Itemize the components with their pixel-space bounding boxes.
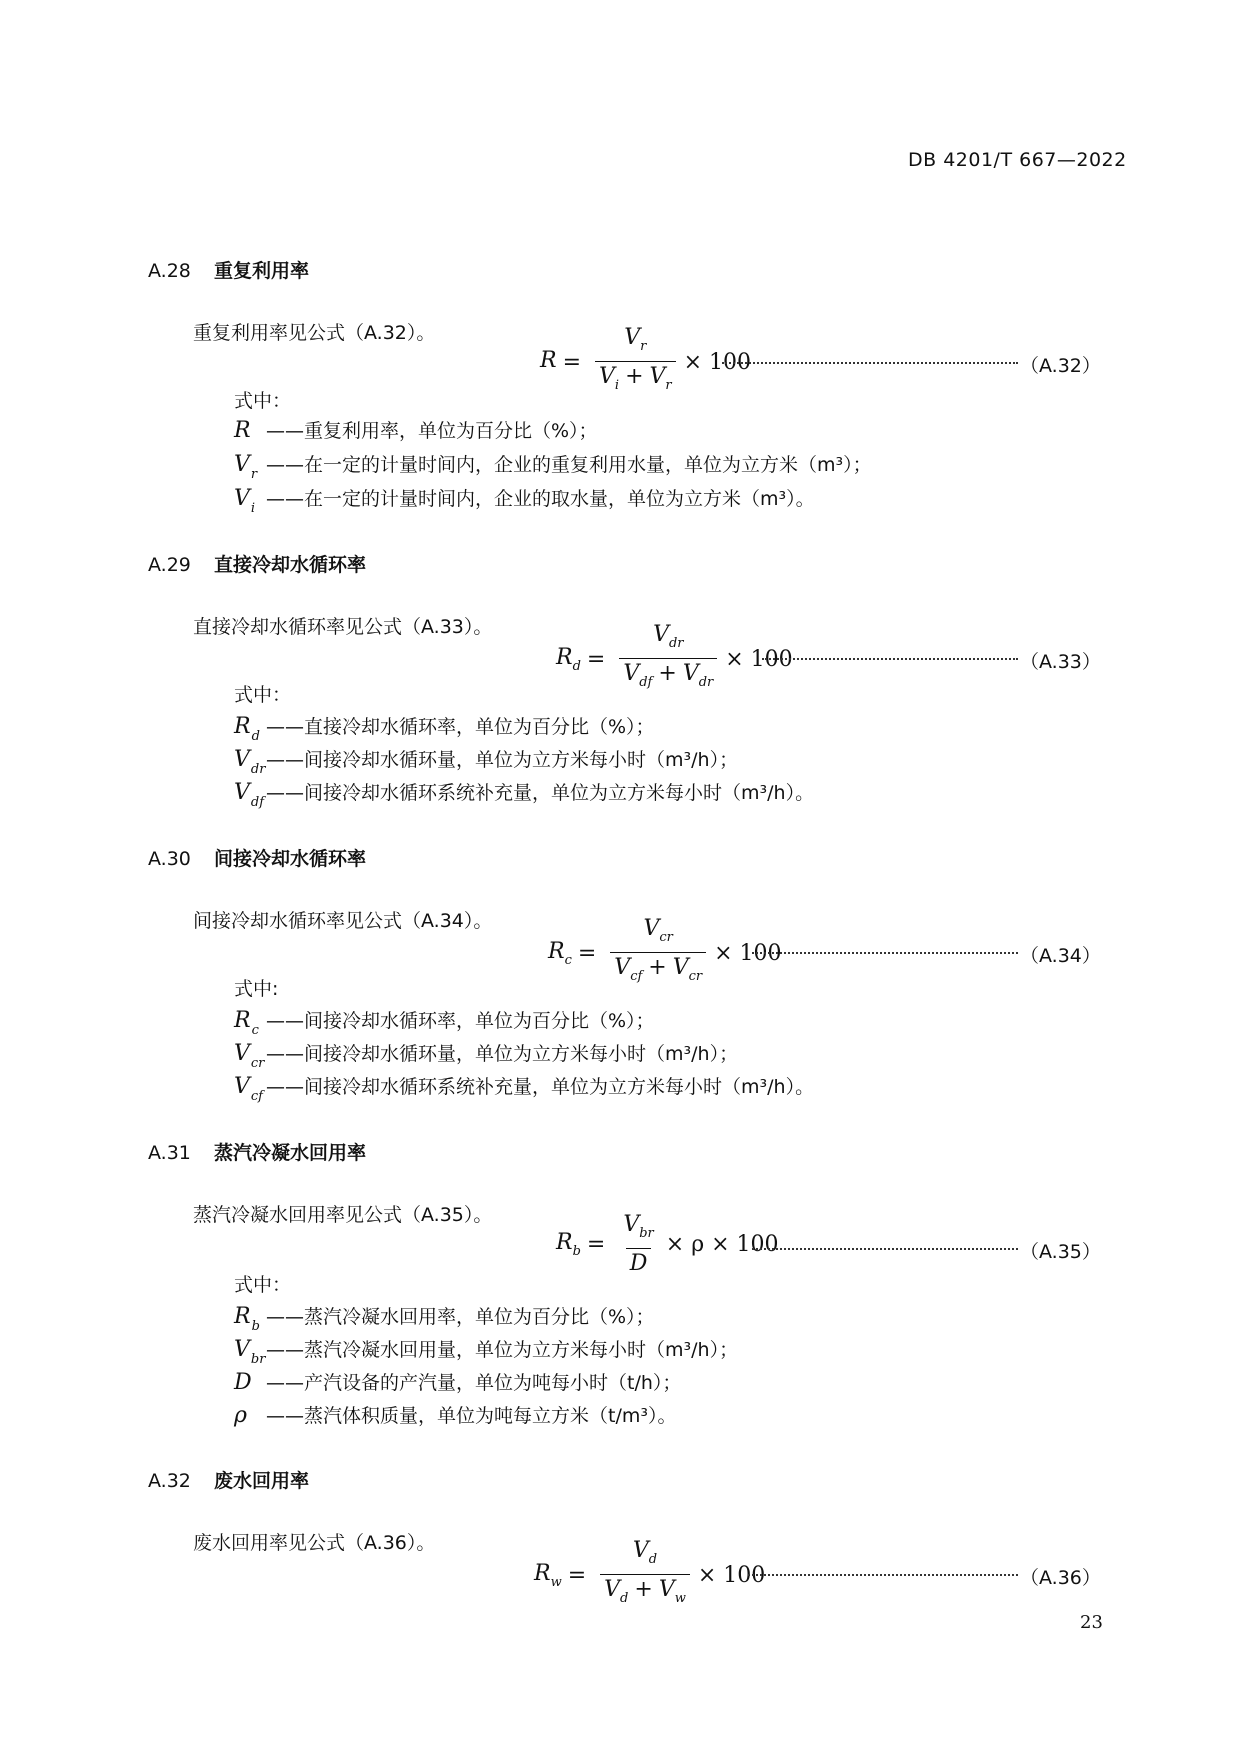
formula-fraction: $\frac{V_r}{V_i + V_r}$ <box>595 325 676 399</box>
formula-lhs: $R_b$ <box>556 1230 581 1259</box>
section-a29-heading <box>148 550 366 577</box>
formula-lhs: $R_d$ <box>556 644 581 674</box>
definition-line: $V_{br}——$蒸汽冷凝水回用量，单位为立方米每小时（m³/h）； <box>234 1337 739 1367</box>
formula-fraction: $\frac{V_{dr}}{V_{df} + V_{dr}}$ <box>619 622 717 696</box>
equation-number: （A.35） <box>1020 1241 1101 1263</box>
where-label: 式中: <box>234 978 279 1000</box>
section-title: 蒸汽冷凝水回用率 <box>214 1142 367 1164</box>
formula-intro: 废水回用率见公式（A.36）。 <box>193 1532 436 1554</box>
section-title: 间接冷却水循环率 <box>214 848 367 870</box>
equation-number: （A.32） <box>1020 355 1101 377</box>
where-label: 式中： <box>234 1274 292 1296</box>
leader-dots <box>752 1248 1018 1250</box>
section-number: A.31 <box>148 1142 191 1164</box>
formula-intro: 重复利用率见公式（A.32）。 <box>193 322 436 344</box>
formula-tail: × 100 <box>714 940 782 966</box>
definition-line: $V_r$ ——在一定的计量时间内，企业的重复利用水量，单位为立方米（m³）； <box>234 452 872 482</box>
definition-line: $V_i$ ——在一定的计量时间内，企业的取水量，单位为立方米（m³）。 <box>234 486 815 516</box>
definition-line: $V_{df}$ ——间接冷却水循环系统补充量，单位为立方米每小时（m³/h）。 <box>234 780 815 810</box>
formula-a34: $R_c$ = $\frac{V_{cr}}{V_{cf} + V_{cr}}$ × 100 <box>548 916 782 990</box>
page-number: 23 <box>1080 1612 1103 1633</box>
section-number: A.28 <box>148 260 191 282</box>
equation-number: （A.36） <box>1020 1567 1101 1589</box>
leader-dots <box>752 952 1018 954</box>
section-a30-heading <box>148 844 366 871</box>
formula-a36: $R_w$ = $\frac{V_d}{V_d + V_w}$ × 100 <box>534 1538 765 1612</box>
section-title: 废水回用率 <box>214 1470 310 1492</box>
formula-tail: × 100 <box>683 349 752 375</box>
definition-line: $R_b$ ——蒸汽冷凝水回用率，单位为百分比（%）； <box>234 1304 655 1334</box>
formula-tail: × 100 <box>697 1562 766 1588</box>
leader-dots <box>722 362 1018 364</box>
formula-fraction: $\frac{V_d}{V_d + V_w}$ <box>600 1538 690 1612</box>
definition-line: $V_{dr}——$间接冷却水循环量，单位为立方米每小时（m³/h）； <box>234 747 739 777</box>
section-title: 直接冷却水循环率 <box>214 554 367 576</box>
definition-line: $V_{cf}$ ——间接冷却水循环系统补充量，单位为立方米每小时（m³/h）。 <box>234 1074 815 1104</box>
formula-a33: $R_d$ = $\frac{V_{dr}}{V_{df} + V_{dr}}$ × 100 <box>556 622 793 696</box>
section-number: A.32 <box>148 1470 191 1492</box>
formula-intro: 直接冷却水循环率见公式（A.33）。 <box>193 616 493 638</box>
formula-a32: R = $\frac{V_r}{V_i + V_r}$ × 100 <box>540 325 751 399</box>
section-number: A.29 <box>148 554 191 576</box>
formula-tail: × 100 <box>725 646 793 672</box>
equation-number: （A.34） <box>1020 945 1101 967</box>
formula-lhs: R <box>540 347 557 373</box>
formula-intro: 间接冷却水循环率见公式（A.34）。 <box>193 910 493 932</box>
definition-line: $R_d$ ——直接冷却水循环率，单位为百分比（%）； <box>234 714 655 744</box>
formula-lhs: $R_c$ <box>548 938 572 968</box>
definition-line: D ——产汽设备的产汽量，单位为吨每小时（t/h）； <box>234 1370 682 1395</box>
formula-tail: × ρ × 100 <box>665 1232 779 1257</box>
section-a31-heading <box>148 1138 366 1165</box>
formula-lhs: $R_w$ <box>534 1560 562 1590</box>
where-label: 式中： <box>234 390 292 412</box>
section-a32-heading <box>148 1466 309 1493</box>
section-a28-heading <box>148 256 309 283</box>
standard-number: DB 4201/T 667—2022 <box>908 149 1127 171</box>
leader-dots <box>762 658 1018 660</box>
definition-line: $R_c$ ——间接冷却水循环率，单位为百分比（%）； <box>234 1008 655 1038</box>
definition-line: R ——重复利用率，单位为百分比（%）； <box>234 418 598 443</box>
leader-dots <box>748 1574 1018 1576</box>
definition-line: ρ ——蒸汽体积质量，单位为吨每立方米（t/m³）。 <box>234 1403 677 1428</box>
section-number: A.30 <box>148 848 191 870</box>
formula-fraction: $\frac{V_{br}}{D}$ <box>623 1212 654 1276</box>
formula-intro: 蒸汽冷凝水回用率见公式（A.35）。 <box>193 1204 493 1226</box>
where-label: 式中： <box>234 684 292 706</box>
formula-fraction: $\frac{V_{cr}}{V_{cf} + V_{cr}}$ <box>610 916 706 990</box>
formula-a35: $R_b$ = $\frac{V_{br}}{D}$ × ρ × 100 <box>556 1212 779 1276</box>
definition-line: $V_{cr}——$间接冷却水循环量，单位为立方米每小时（m³/h）； <box>234 1041 739 1071</box>
section-title: 重复利用率 <box>214 260 310 282</box>
equation-number: （A.33） <box>1020 651 1101 673</box>
